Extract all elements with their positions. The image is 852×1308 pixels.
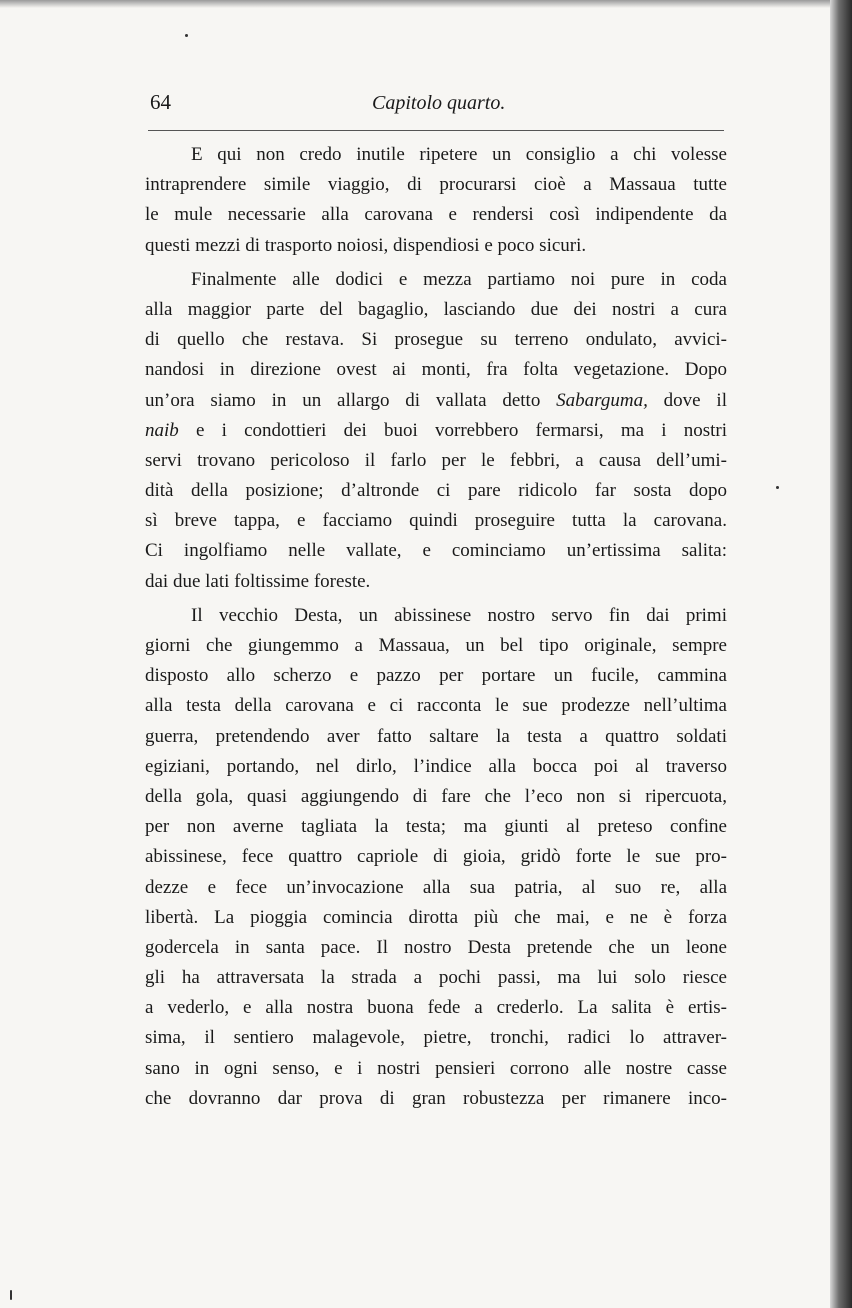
text-line: di quello che restava. Si prosegue su terreno ondulato, avvici- — [145, 329, 727, 351]
page-number: 64 — [150, 90, 171, 114]
text-line: giorni che giungemmo a Massaua, un bel tipo originale, sempre — [145, 635, 727, 656]
text-line: sano in ogni senso, e i nostri pensieri corrono alle nostre casse — [145, 1057, 727, 1079]
text-segment: un’ora siamo in un allargo di vallata detto — [145, 389, 557, 411]
text-line: dità della posizione; d’altronde ci pare ridicolo far sosta dopo — [145, 480, 727, 502]
running-header — [148, 84, 724, 116]
text-line: sima, il sentiero malagevole, pietre, tronchi, radici lo attraver- — [145, 1027, 727, 1049]
running-title: Capitolo quarto. — [372, 92, 506, 114]
text-line: Ci ingolfiamo nelle vallate, e cominciamo un’ertissima salita: — [145, 540, 727, 562]
text-segment: e i condottieri dei buoi vorrebbero fermarsi, ma i nostri — [178, 419, 727, 441]
paragraph — [145, 140, 727, 261]
header-rule — [148, 130, 724, 131]
text-line: guerra, pretendendo aver fatto saltare la testa a quattro soldati — [145, 725, 727, 747]
text-line: a vederlo, e alla nostra buona fede a crederlo. La salita è ertis- — [145, 997, 727, 1019]
text-line: per non averne tagliata la testa; ma giunti al preteso confine — [145, 816, 727, 838]
text-line: Finalmente alle dodici e mezza partiamo noi pure in coda — [191, 268, 727, 290]
scan-top-edge — [0, 0, 852, 8]
text-line: dezze e fece un’invocazione alla sua patria, al suo re, alla — [145, 876, 727, 898]
text-line: le mule necessarie alla carovana e rendersi così indipendente da — [145, 204, 727, 226]
text-line: Il vecchio Desta, un abissinese nostro servo fin dai primi — [191, 604, 727, 626]
paragraph — [145, 265, 727, 597]
text-line — [145, 386, 727, 416]
text-line: intraprendere simile viaggio, di procurarsi cioè a Massaua tutte — [145, 174, 727, 196]
text-line: disposto allo scherzo e pazzo per portare un fucile, cammina — [145, 665, 727, 687]
text-line: che dovranno dar prova di gran robustezza per rimanere inco- — [145, 1087, 727, 1109]
text-line: questi mezzi di trasporto noiosi, dispendiosi e poco sicuri. — [145, 234, 587, 256]
text-line: E qui non credo inutile ripetere un consiglio a chi volesse — [191, 144, 727, 165]
text-line: alla maggior parte del bagaglio, lasciando due dei nostri a cura — [145, 298, 727, 320]
text-line: gli ha attraversata la strada a pochi passi, ma lui solo riesce — [145, 967, 727, 989]
text-line: alla testa della carovana e ci racconta le sue prodezze nell’ultima — [145, 695, 727, 717]
place-name-italic: Sabarguma, — [556, 389, 648, 411]
body-text — [145, 140, 727, 1114]
scan-binding-edge — [830, 0, 852, 1308]
text-line: nandosi in direzione ovest ai monti, fra folta vegetazione. Dopo — [145, 359, 727, 381]
paragraph — [145, 601, 727, 1114]
text-segment: dove il — [647, 389, 727, 411]
text-line: egiziani, portando, nel dirlo, l’indice alla bocca poi al traverso — [145, 755, 727, 777]
text-line: godercela in santa pace. Il nostro Desta pretende che un leone — [145, 936, 727, 958]
text-line: dai due lati foltissime foreste. — [145, 570, 371, 592]
scan-speck — [776, 486, 779, 489]
text-line: abissinese, fece quattro capriole di gioia, gridò forte le sue pro- — [145, 846, 727, 868]
text-line: libertà. La pioggia comincia dirotta più che mai, e ne è forza — [145, 906, 727, 928]
term-italic: naib — [145, 419, 179, 441]
text-line: servi trovano pericoloso il farlo per le febbri, a causa dell’umi- — [145, 449, 727, 471]
text-line: della gola, quasi aggiungendo di fare che l’eco non si ripercuota, — [145, 785, 727, 807]
scan-speck — [185, 34, 188, 37]
text-line — [145, 416, 727, 446]
text-line: sì breve tappa, e facciamo quindi proseguire tutta la carovana. — [145, 510, 727, 532]
scan-speck — [10, 1290, 12, 1300]
